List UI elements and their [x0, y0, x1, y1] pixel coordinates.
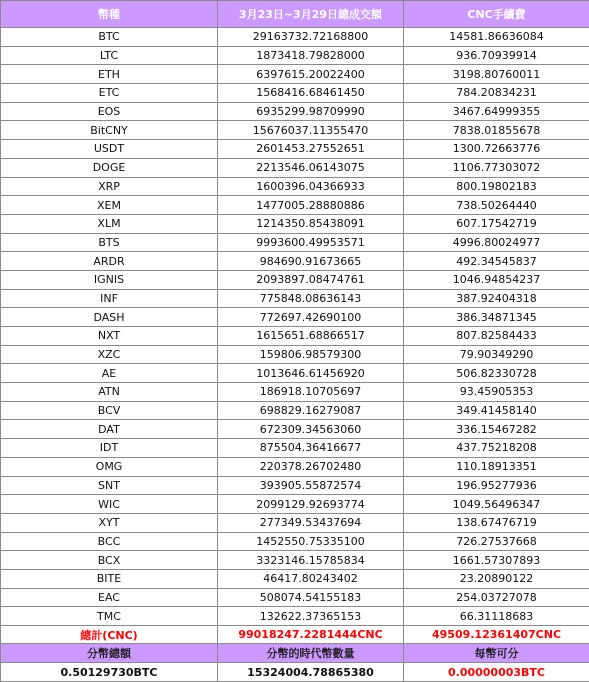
cell-volume: 15676037.11355470: [218, 121, 404, 140]
cell-currency: WIC: [1, 495, 218, 514]
table-row: [1, 102, 589, 121]
cell-fee: 138.67476719: [404, 513, 589, 532]
cell-currency: BCC: [1, 532, 218, 551]
table-row: [1, 607, 589, 626]
cell-fee: 607.17542719: [404, 214, 589, 233]
cell-currency: BitCNY: [1, 121, 218, 140]
cell-currency: XYT: [1, 513, 218, 532]
cell-fee: 23.20890122: [404, 569, 589, 588]
cell-fee: 7838.01855678: [404, 121, 589, 140]
cell-currency: NXT: [1, 327, 218, 346]
cell-currency: ETC: [1, 84, 218, 103]
dividend-header-tokens: 分幣的時代幣數量: [218, 644, 404, 663]
table-row: [1, 28, 589, 47]
cell-volume: 1452550.75335100: [218, 532, 404, 551]
header-fee: CNC手續費: [404, 1, 589, 28]
cell-currency: ARDR: [1, 252, 218, 271]
cell-volume: 393905.55872574: [218, 476, 404, 495]
cell-volume: 775848.08636143: [218, 289, 404, 308]
cell-fee: 807.82584433: [404, 327, 589, 346]
dividend-header-row: [1, 644, 589, 663]
cell-volume: 672309.34563060: [218, 420, 404, 439]
cell-currency: DAT: [1, 420, 218, 439]
table-row: [1, 495, 589, 514]
cell-fee: 14581.86636084: [404, 28, 589, 47]
cell-fee: 1049.56496347: [404, 495, 589, 514]
cell-volume: 29163732.72168800: [218, 28, 404, 47]
cell-fee: 492.34545837: [404, 252, 589, 271]
cell-fee: 3198.80760011: [404, 65, 589, 84]
total-row: [1, 626, 589, 644]
cell-volume: 1013646.61456920: [218, 364, 404, 383]
table-row: [1, 177, 589, 196]
dividend-values-row: [1, 663, 589, 682]
table-row: [1, 214, 589, 233]
cell-fee: 336.15467282: [404, 420, 589, 439]
cell-fee: 506.82330728: [404, 364, 589, 383]
table-row: [1, 252, 589, 271]
table-row: [1, 439, 589, 458]
cell-volume: 2601453.27552651: [218, 140, 404, 159]
cell-volume: 2213546.06143075: [218, 158, 404, 177]
cell-fee: 800.19802183: [404, 177, 589, 196]
cell-volume: 6397615.20022400: [218, 65, 404, 84]
table-row: [1, 401, 589, 420]
cell-fee: 3467.64999355: [404, 102, 589, 121]
cell-volume: 698829.16279087: [218, 401, 404, 420]
table-row: [1, 270, 589, 289]
cell-currency: IDT: [1, 439, 218, 458]
total-label: 總計(CNC): [1, 626, 218, 644]
cell-volume: 1873418.79828000: [218, 46, 404, 65]
table-row: [1, 383, 589, 402]
cell-currency: ATN: [1, 383, 218, 402]
cell-fee: 93.45905353: [404, 383, 589, 402]
dividend-header-per-token: 每幣可分: [404, 644, 589, 663]
cell-volume: 1600396.04366933: [218, 177, 404, 196]
table-row: [1, 84, 589, 103]
cell-currency: LTC: [1, 46, 218, 65]
cell-currency: BCV: [1, 401, 218, 420]
cell-fee: 784.20834231: [404, 84, 589, 103]
dividend-per-token: 0.00000003BTC: [404, 663, 589, 682]
cell-fee: 726.27537668: [404, 532, 589, 551]
total-fee: 49509.12361407CNC: [404, 626, 589, 644]
cell-currency: BITE: [1, 569, 218, 588]
table-row: [1, 364, 589, 383]
cell-volume: 1477005.28880886: [218, 196, 404, 215]
cell-volume: 2093897.08474761: [218, 270, 404, 289]
table-row: [1, 513, 589, 532]
table-row: [1, 46, 589, 65]
dividend-header-total: 分幣總額: [1, 644, 218, 663]
cell-volume: 6935299.98709990: [218, 102, 404, 121]
cell-volume: 875504.36416677: [218, 439, 404, 458]
cell-volume: 220378.26702480: [218, 457, 404, 476]
table-row: [1, 569, 589, 588]
cell-volume: 186918.10705697: [218, 383, 404, 402]
cell-currency: TMC: [1, 607, 218, 626]
cell-currency: AE: [1, 364, 218, 383]
table-row: [1, 420, 589, 439]
cell-volume: 984690.91673665: [218, 252, 404, 271]
cell-volume: 1214350.85438091: [218, 214, 404, 233]
table-body: [1, 28, 589, 626]
cell-currency: DOGE: [1, 158, 218, 177]
cell-fee: 437.75218208: [404, 439, 589, 458]
cell-volume: 2099129.92693774: [218, 495, 404, 514]
table-row: [1, 588, 589, 607]
cell-volume: 3323146.15785834: [218, 551, 404, 570]
cell-fee: 387.92404318: [404, 289, 589, 308]
cell-currency: XLM: [1, 214, 218, 233]
cell-currency: SNT: [1, 476, 218, 495]
cell-fee: 936.70939914: [404, 46, 589, 65]
cell-volume: 772697.42690100: [218, 308, 404, 327]
cell-currency: XEM: [1, 196, 218, 215]
table-row: [1, 289, 589, 308]
table-row: [1, 158, 589, 177]
cell-currency: BCX: [1, 551, 218, 570]
table-row: [1, 233, 589, 252]
cell-currency: EAC: [1, 588, 218, 607]
cell-fee: 254.03727078: [404, 588, 589, 607]
cell-currency: BTC: [1, 28, 218, 47]
cell-volume: 46417.80243402: [218, 569, 404, 588]
table-row: [1, 140, 589, 159]
table-row: [1, 196, 589, 215]
cell-fee: 1661.57307893: [404, 551, 589, 570]
cell-currency: USDT: [1, 140, 218, 159]
cell-fee: 1046.94854237: [404, 270, 589, 289]
cell-fee: 79.90349290: [404, 345, 589, 364]
cell-volume: 132622.37365153: [218, 607, 404, 626]
cell-fee: 1106.77303072: [404, 158, 589, 177]
cell-fee: 738.50264440: [404, 196, 589, 215]
cell-volume: 9993600.49953571: [218, 233, 404, 252]
table-row: [1, 476, 589, 495]
table-row: [1, 65, 589, 84]
cell-fee: 1300.72663776: [404, 140, 589, 159]
cell-currency: XRP: [1, 177, 218, 196]
cell-currency: ETH: [1, 65, 218, 84]
table-row: [1, 327, 589, 346]
table-row: [1, 532, 589, 551]
cell-fee: 349.41458140: [404, 401, 589, 420]
table-row: [1, 121, 589, 140]
cell-volume: 277349.53437694: [218, 513, 404, 532]
dividend-total: 0.50129730BTC: [1, 663, 218, 682]
header-volume: 3月23日~3月29日總成交額: [218, 1, 404, 28]
total-volume: 99018247.2281444CNC: [218, 626, 404, 644]
cell-fee: 196.95277936: [404, 476, 589, 495]
table-row: [1, 345, 589, 364]
cell-currency: IGNIS: [1, 270, 218, 289]
header-row: [1, 1, 589, 28]
cell-currency: EOS: [1, 102, 218, 121]
cell-currency: OMG: [1, 457, 218, 476]
cell-currency: XZC: [1, 345, 218, 364]
cell-fee: 4996.80024977: [404, 233, 589, 252]
cell-currency: DASH: [1, 308, 218, 327]
cell-volume: 159806.98579300: [218, 345, 404, 364]
cell-currency: INF: [1, 289, 218, 308]
cell-fee: 66.31118683: [404, 607, 589, 626]
cell-fee: 386.34871345: [404, 308, 589, 327]
table-row: [1, 308, 589, 327]
dividend-tokens: 15324004.78865380: [218, 663, 404, 682]
table-row: [1, 551, 589, 570]
cell-volume: 1568416.68461450: [218, 84, 404, 103]
cell-volume: 1615651.68866517: [218, 327, 404, 346]
cell-currency: BTS: [1, 233, 218, 252]
header-currency: 幣種: [1, 1, 218, 28]
table-row: [1, 457, 589, 476]
cell-fee: 110.18913351: [404, 457, 589, 476]
cell-volume: 508074.54155183: [218, 588, 404, 607]
